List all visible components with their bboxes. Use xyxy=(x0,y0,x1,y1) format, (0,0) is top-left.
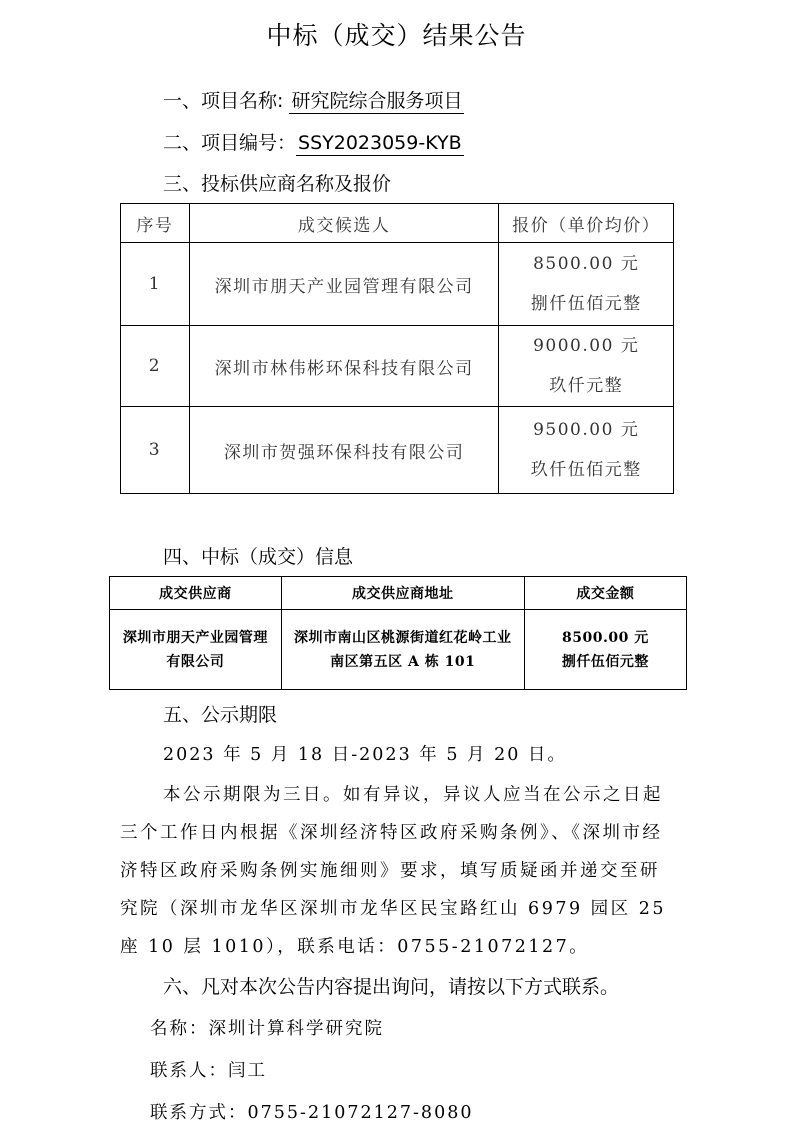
bid-row-price-words: 玖仟元整 xyxy=(549,376,624,396)
bid-row-price-cell xyxy=(499,326,674,407)
table-row xyxy=(121,407,674,494)
contact-org-name: 名称：深圳计算科学研究院 xyxy=(150,1019,384,1039)
section5-heading: 五、公示期限 xyxy=(163,704,278,726)
bid-row-price: 9000.00 元 xyxy=(533,336,640,356)
award-address-cell xyxy=(281,610,524,690)
award-amount: 8500.00 元 xyxy=(562,629,649,646)
bid-header-candidate: 成交候选人 xyxy=(189,204,499,243)
bid-row-price: 9500.00 元 xyxy=(533,420,640,440)
bid-header-price: 报价（单价均价） xyxy=(499,204,674,243)
bid-row-name: 深圳市贺强环保科技有限公司 xyxy=(189,407,499,494)
table-row xyxy=(121,243,674,326)
bid-row-price: 8500.00 元 xyxy=(533,254,640,274)
bid-row-price-cell xyxy=(499,243,674,326)
table-row xyxy=(110,610,687,690)
project-number-line xyxy=(163,128,464,155)
contact-phone: 联系方式：0755-21072127-8080 xyxy=(150,1103,474,1123)
project-name-label: 一、项目名称: xyxy=(163,90,284,112)
award-amount-cell xyxy=(524,610,686,690)
bid-row-price-cell xyxy=(499,407,674,494)
project-name-value: 研究院综合服务项目 xyxy=(291,90,463,112)
bid-row-name: 深圳市朋天产业园管理有限公司 xyxy=(189,243,499,326)
project-name-line xyxy=(163,86,464,113)
table-row xyxy=(121,326,674,407)
bid-table-header-row xyxy=(121,204,674,243)
award-table xyxy=(109,576,687,690)
bid-row-price-words: 捌仟伍佰元整 xyxy=(530,294,642,314)
section4-heading: 四、中标（成交）信息 xyxy=(163,546,354,568)
bid-row-price-words: 玖仟伍佰元整 xyxy=(530,460,642,480)
bid-row-no: 1 xyxy=(121,243,190,326)
bid-header-no: 序号 xyxy=(121,204,190,243)
award-header-amount: 成交金额 xyxy=(524,577,686,610)
contact-person: 联系人：闫工 xyxy=(150,1061,267,1081)
project-number-label: 二、项目编号： xyxy=(163,132,297,154)
bid-row-no: 2 xyxy=(121,326,190,407)
award-amount-words: 捌仟伍佰元整 xyxy=(561,653,649,670)
bid-table xyxy=(120,203,674,494)
award-header-address: 成交供应商地址 xyxy=(281,577,524,610)
bid-row-no: 3 xyxy=(121,407,190,494)
page-title: 中标（成交）结果公告 xyxy=(266,21,527,50)
award-table-header-row xyxy=(110,577,687,610)
section3-heading: 三、投标供应商名称及报价 xyxy=(163,173,392,195)
award-address: 深圳市南山区桃源街道红花岭工业南区第五区 A 栋 101 xyxy=(294,629,512,670)
project-number-value: SSY2023059-KYB xyxy=(298,132,462,154)
section6-heading: 六、凡对本次公告内容提出询问，请按以下方式联系。 xyxy=(163,976,620,998)
objection-paragraph: 本公示期限为三日。如有异议，异议人应当在公示之日起三个工作日内根据《深圳经济特区政府采购条例》、《深圳市经济特区政府采购条例实施细则》要求，填写质疑函并递交至研究院（深圳市龙华区深圳市龙华区民宝路红山 6979 园区 25 座 10 层 1010），联系电话：0755-21072127。 xyxy=(120,785,666,957)
award-supplier: 深圳市朋天产业园管理有限公司 xyxy=(122,629,268,670)
award-supplier-cell xyxy=(110,610,282,690)
publicity-period: 2023 年 5 月 18 日-2023 年 5 月 20 日。 xyxy=(163,745,567,765)
bid-row-name: 深圳市林伟彬环保科技有限公司 xyxy=(189,326,499,407)
award-header-supplier: 成交供应商 xyxy=(110,577,282,610)
